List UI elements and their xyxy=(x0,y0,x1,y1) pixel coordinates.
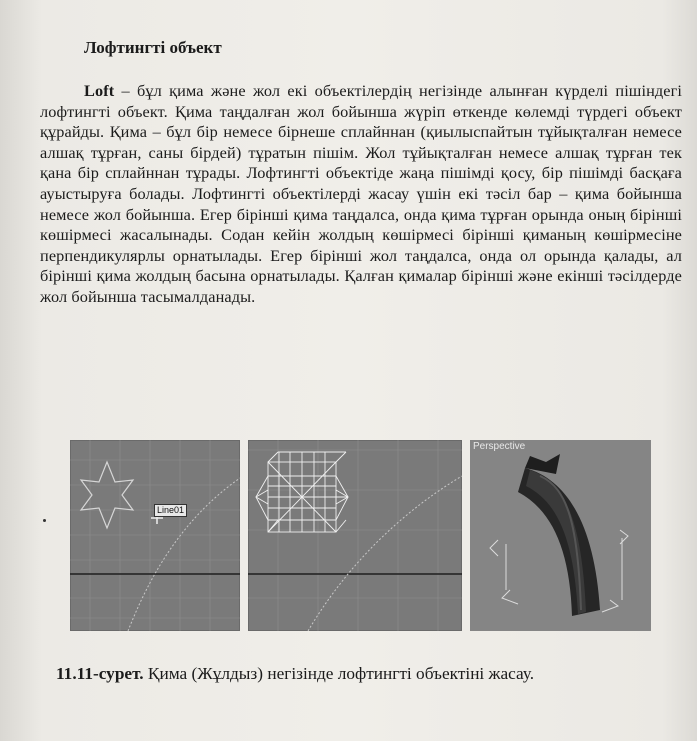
figure-number: 11.11-сурет. xyxy=(56,664,144,683)
section-heading: Лофтингті объект xyxy=(84,38,222,57)
object-name-tooltip: Line01 xyxy=(154,504,187,517)
viewport-wireframe xyxy=(248,440,462,631)
margin-dot xyxy=(43,519,46,522)
loft-term: Loft xyxy=(84,81,115,100)
loft-render-drawing xyxy=(470,440,651,631)
body-paragraph xyxy=(40,81,682,308)
viewport-top xyxy=(70,440,240,631)
body-text: – бұл қима және жол екі объектілердің негізінде алынған күрделі пішіндегі лофтингті объект. Қима таңдалған жол бойынша жүріп өткенде көлемді түрдегі объект құрайды. Қима – бұл бір немесе бірнеше сплайннан (қиылыспайтын тұйықталған немесе алшақ тұрған, саны бірдей) тұратын пішім. Жол тұйықталған немесе алшақ тұрған тек қана бір сплайннан тұрады. Лофтингті объектіде жаңа пішімді қосу, бір пішімді басқаға ауыстыруға болады. Лофтингті объектілерді жасау үшін екі тәсіл бар – қима бойынша немесе жол бойынша. Егер бірінші қима таңдалса, онда қима тұрған орында оның бірінші көшірмесі жасалынады. Содан кейін жолдың көшірмесі бірінші қиманың көшірмесіне перпендикулярлы орнатылады. Егер бірінші жол таңдалса, онда ол орында қалады, ал бірінші қима жолдың басына орнатылады. Қалған қималар бірінші және екінші тәсілдерде жол бойынша тасымалданады. xyxy=(40,81,682,306)
bleed-through-text-bottom xyxy=(30,710,670,732)
figure-caption xyxy=(56,663,534,685)
viewport-perspective xyxy=(470,440,651,631)
caption-text: Қима (Жұлдыз) негізінде лофтингті объектіні жасау. xyxy=(143,664,535,683)
path-spline xyxy=(128,478,240,631)
loft-wireframe-drawing xyxy=(248,440,462,631)
star-and-path-drawing xyxy=(70,440,240,631)
viewport-label: Perspective xyxy=(473,441,526,452)
star-shape xyxy=(81,462,133,528)
bleed-through-text-top xyxy=(30,2,670,24)
wireframe-mesh xyxy=(256,452,348,532)
